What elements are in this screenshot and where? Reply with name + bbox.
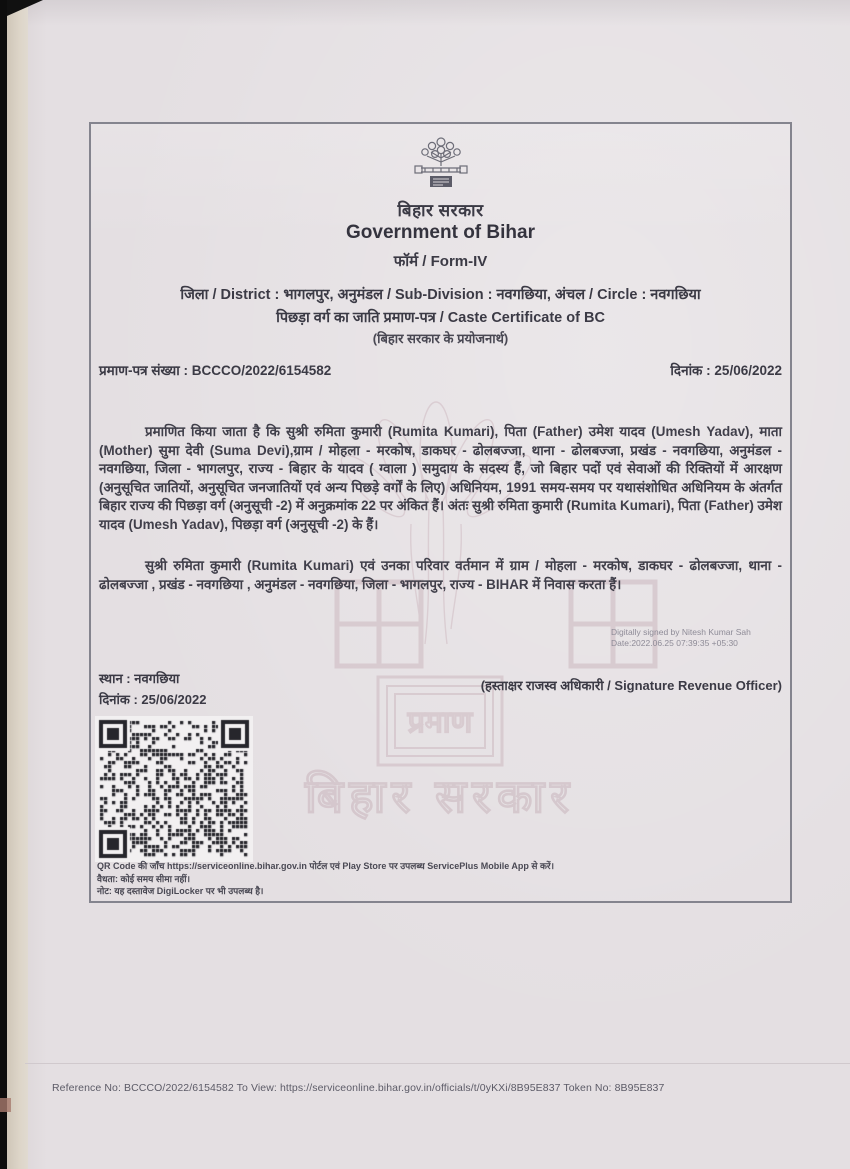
qr-code-wrap <box>95 716 255 864</box>
qr-notes <box>97 860 554 898</box>
date-line: दिनांक : 25/06/2022 <box>99 692 207 707</box>
qr-note-line3: नोट: यह दस्तावेज DigiLocker पर भी उपलब्ध है। <box>97 886 264 896</box>
purpose-line: (बिहार सरकार के प्रयोजनार्थ) <box>372 331 509 346</box>
certificate-title: पिछड़ा वर्ग का जाति प्रमाण-पत्र / Caste Certificate of BC <box>276 310 605 326</box>
scan-artifact <box>0 1098 11 1112</box>
meta-row <box>99 361 782 379</box>
digital-signature-line1: Digitally signed by Nitesh Kumar Sah <box>611 627 751 637</box>
digital-signature-line2: Date:2022.06.25 07:39:35 +05:30 <box>611 638 738 648</box>
certificate-paragraph-2: सुश्री रुमिता कुमारी (Rumita Kumari) एवं उनका परिवार वर्तमान में ग्राम / मोहला - मरकोष, डाकघर - ढोलबज्जा, थाना - ढोलबज्जा , प्रखंड - नवगछिया , अनुमंडल - नवगछिया, जिला - भागलपुर, राज्य - BIHAR में निवास करता हैं। <box>99 558 782 592</box>
qr-note-line2: वैधता: कोई समय सीमा नहीं। <box>97 873 190 884</box>
qr-note-line1: QR Code की जाँच https://serviceonline.bihar.gov.in पोर्टल एवं Play Store पर उपलब्ध ServicePlus Mobile App से करें। <box>97 861 554 871</box>
certificate-number: प्रमाण-पत्र संख्या : BCCCO/2022/6154582 <box>99 363 332 378</box>
paper-crease <box>25 1063 850 1064</box>
title-english: Government of Bihar <box>346 222 535 243</box>
place-line: स्थान : नवगछिया <box>99 671 180 686</box>
certificate-box <box>89 122 792 903</box>
certificate-paragraph-1: प्रमाणित किया जाता है कि सुश्री रुमिता कुमारी (Rumita Kumari), पिता (Father) उमेश यादव (Umesh Yadav), माता (Mother) सुमा देवी (Suma Devi),ग्राम / मोहला - मरकोष, डाकघर - ढोलबज्जा, थाना - ढोलबज्जा, प्रखंड - नवगछिया, अनुमंडल - नवगछिया, जिला - भागलपुर, राज्य - बिहार के यादव ( ग्वाला ) समुदाय के सदस्य हैं, जो बिहार पदों एवं सेवाओं की रिक्तियों में आरक्षण (अनुसूचित जातियों, अनुसूचित जनजातियों एवं अन्य पिछड़े वर्गों के लिए) अधिनियम, 1991 समय-समय पर यथासंशोधित अधिनियम के अंतर्गत बिहार राज्य की पिछड़ा वर्ग (अनुसूची -2) में अनुक्रमांक 22 पर अंकित हैं। अंतः सुश्री रुमिता कुमारी (Rumita Kumari), पिता (Father) उमेश यादव (Umesh Yadav), पिछड़ा वर्ग (अनुसूची -2) के हैं। <box>99 424 782 532</box>
swastika-watermark-icon <box>571 582 655 666</box>
paper-edge-strip <box>7 0 28 1169</box>
title-hindi: बिहार सरकार <box>397 201 484 220</box>
qr-code-icon <box>95 716 253 862</box>
scanner-edge <box>0 0 7 1169</box>
bihar-emblem-icon <box>401 132 481 194</box>
footer-reference-line: Reference No: BCCCO/2022/6154582 To View: https://serviceonline.bihar.gov.in/officials/t/0yKXi/8B95E837 Token No: 8B95E837 <box>52 1082 665 1094</box>
stamp-watermark-text: प्रमाण <box>407 706 473 739</box>
watermark-bottom-text: बिहार सरकार <box>304 770 576 822</box>
signature-officer-line: (हस्ताक्षर राजस्व अधिकारी / Signature Revenue Officer) <box>480 678 782 693</box>
digital-signature-block <box>611 627 751 649</box>
form-number: फॉर्म / Form-IV <box>393 253 488 270</box>
swastika-watermark-icon <box>337 582 421 666</box>
emblem-wrap <box>91 132 790 199</box>
district-subdivision-circle-line: जिला / District : भागलपुर, अनुमंडल / Sub-Division : नवगछिया, अंचल / Circle : नवगछिया <box>180 287 701 303</box>
place-date-block <box>99 668 206 710</box>
issue-date: दिनांक : 25/06/2022 <box>670 363 782 378</box>
